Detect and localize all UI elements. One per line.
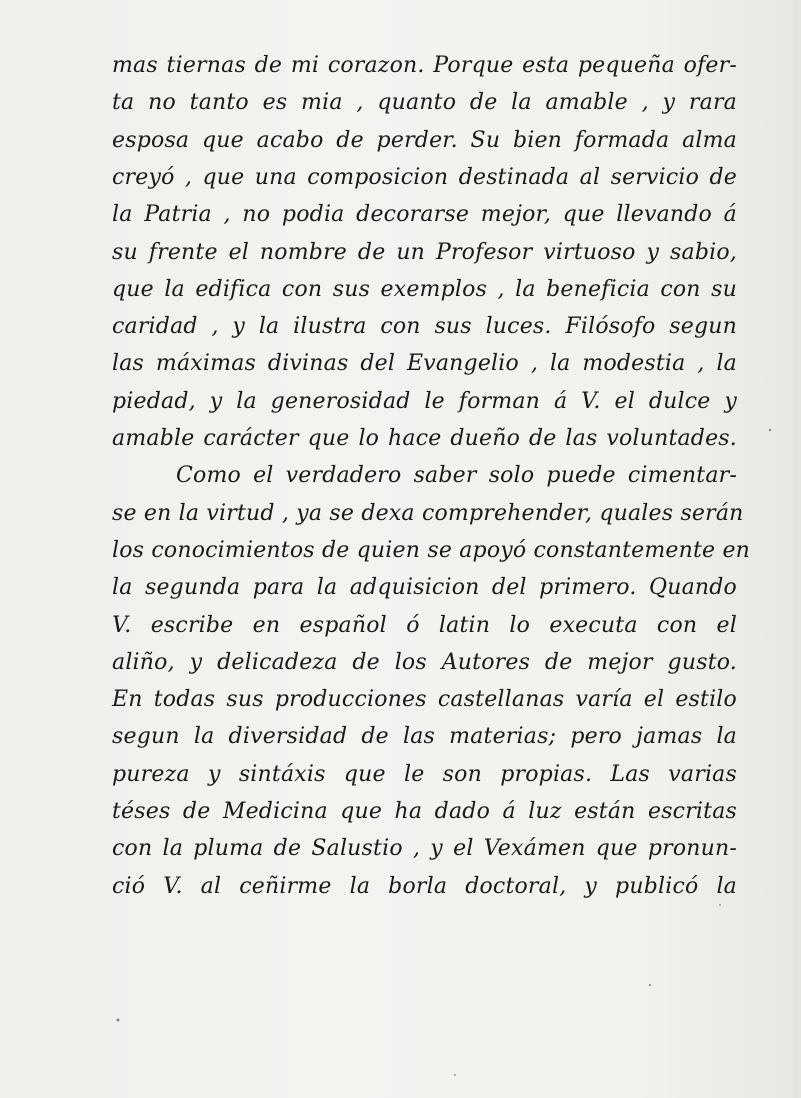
- text-line: se en la virtud , ya se dexa comprehender, quales serán: [112, 500, 744, 526]
- text-line: las máximas divinas del Evangelio , la modestia , la: [112, 351, 737, 377]
- text-line: En todas sus producciones castellanas varía el estilo: [112, 687, 737, 713]
- text-line: Como el verdadero saber solo puede cimentar-: [176, 463, 737, 489]
- text-line: amable carácter que lo hace dueño de las voluntades.: [112, 426, 737, 451]
- text-line: con la pluma de Salustio , y el Vexámen que pronun-: [112, 836, 737, 862]
- text-line: que la edifica con sus exemplos , la beneficia con su: [112, 276, 737, 302]
- text-line: aliño, y delicadeza de los Autores de mejor gusto.: [112, 649, 737, 675]
- text-line: creyó , que una composicion destinada al servicio de: [112, 164, 737, 190]
- text-line: piedad, y la generosidad le forman á V. el dulce y: [112, 388, 737, 414]
- text-line: la segunda para la adquisicion del primero. Quando: [112, 575, 737, 601]
- text-line: V. escribe en español ó latin lo executa con el: [112, 612, 737, 638]
- text-line: los conocimientos de quien se apoyó constantemente en: [112, 537, 751, 563]
- text-line: segun la diversidad de las materias; pero jamas la: [112, 724, 737, 750]
- text-line: esposa que acabo de perder. Su bien formada alma: [112, 127, 737, 153]
- text-line: ció V. al ceñirme la borla doctoral, y publicó la: [112, 873, 737, 899]
- text-line: pureza y sintáxis que le son propias. Las varias: [112, 761, 737, 787]
- text-line: caridad , y la ilustra con sus luces. Filósofo segun: [112, 314, 737, 340]
- text-line: téses de Medicina que ha dado á luz están escritas: [112, 799, 737, 824]
- text-line: ta no tanto es mia , quanto de la amable , y rara: [112, 90, 737, 116]
- text-line: su frente el nombre de un Profesor virtuoso y sabio,: [112, 239, 737, 265]
- text-line: mas tiernas de mi corazon. Porque esta pequeña ofer-: [112, 53, 737, 78]
- text-line: la Patria , no podia decorarse mejor, que llevando á: [112, 202, 737, 228]
